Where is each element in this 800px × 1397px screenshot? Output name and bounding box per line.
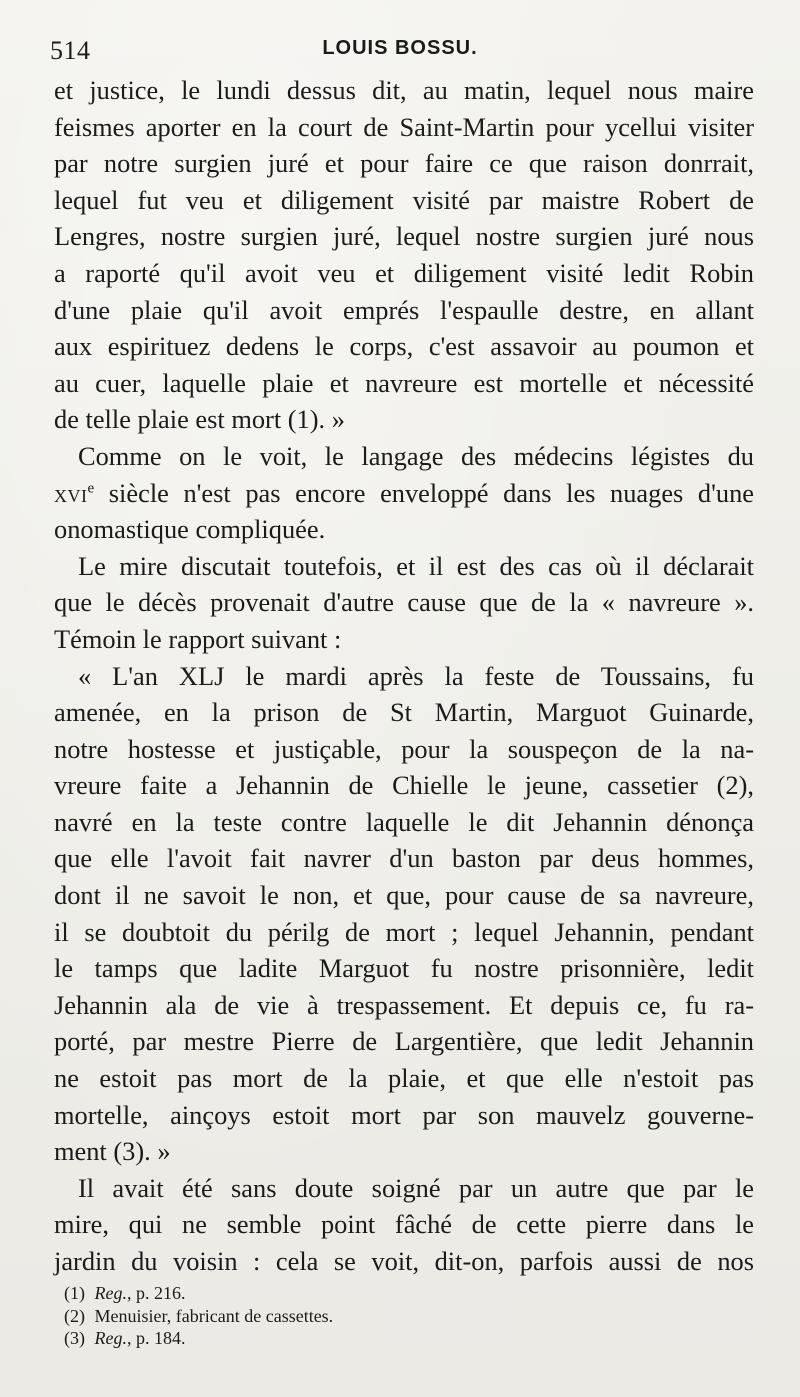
text-line: amenée, en la prison de St Martin, Marguot Guinarde, (54, 697, 754, 728)
text-line: et justice, le lundi dessus dit, au matin, lequel nous maire (54, 75, 754, 105)
text-line: de telle plaie est mort (1). » (54, 404, 345, 435)
text-line: jardin du voisin : cela se voit, dit-on, parfois aussi de nos (54, 1246, 754, 1276)
footnote (64, 1305, 504, 1328)
century-superscript: e (87, 479, 95, 496)
text-line: d'une plaie qu'il avoit emprés l'espaulle destre, en allant (54, 294, 754, 325)
paragraph-start-line: Il avait été sans doute soigné par un autre que par le (78, 1172, 754, 1203)
footnotes (64, 1282, 504, 1350)
running-head: LOUIS BOSSU. (322, 37, 478, 59)
footnote (64, 1282, 504, 1305)
page-number: 514 (50, 36, 91, 65)
text-line: Jehannin ala de vie à trespassement. Et depuis ce, fu ra- (54, 989, 754, 1020)
footnote-text: , p. 216. (126, 1283, 186, 1303)
text-line-century (54, 475, 754, 512)
century-line-rest: siècle n'est pas encore enveloppé dans les nuages d'une (94, 477, 754, 508)
footnote-abbreviation: Reg. (94, 1328, 127, 1348)
footnote (64, 1327, 504, 1350)
text-line: porté, par mestre Pierre de Largentière, que ledit Jehannin (54, 1026, 754, 1057)
text-line: a raporté qu'il avoit veu et diligement visité ledit Robin (54, 257, 754, 288)
text-line: que le décès provenait d'autre cause que de la « navreure ». (54, 587, 754, 618)
text-line: dont il ne savoit le non, et que, pour cause de sa navreure, (54, 880, 754, 911)
text-line: navré en la teste contre laquelle le dit Jehannin dénonça (54, 806, 754, 837)
footnote-mark: (2) (64, 1305, 85, 1326)
text-line: Lengres, nostre surgien juré, lequel nostre surgien juré nous (54, 221, 754, 252)
body-text (54, 72, 754, 1280)
text-line: ne estoit pas mort de la plaie, et que elle n'estoit pas (54, 1063, 754, 1094)
text-line: vreure faite a Jehannin de Chielle le jeune, cassetier (2), (54, 770, 754, 801)
text-line: Témoin le rapport suivant : (54, 623, 342, 654)
text-line: mire, qui ne semble point fâché de cette pierre dans le (54, 1209, 754, 1240)
text-line: lequel fut veu et diligement visité par maistre Robert de (54, 184, 754, 215)
text-line: il se doubtoit du périlg de mort ; lequel Jehannin, pendant (54, 916, 754, 947)
paragraph-start-line: Le mire discutait toutefois, et il est des cas où il déclarait (78, 550, 754, 581)
text-line: mortelle, ainçoys estoit mort par son mauvelz gouverne- (54, 1099, 754, 1130)
text-line: feismes aporter en la court de Saint-Martin pour ycellui visiter (54, 111, 754, 142)
text-line: par notre surgien juré et pour faire ce que raison donrrait, (54, 148, 754, 179)
text-line: aux espirituez dedens le corps, c'est assavoir au poumon et (54, 331, 754, 362)
text-line: au cuer, laquelle plaie et navreure est mortelle et nécessité (54, 367, 754, 398)
footnote-text: , p. 184. (126, 1328, 186, 1348)
text-line: onomastique compliquée. (54, 514, 326, 545)
century-numeral: xvi (54, 477, 88, 508)
footnote-mark: (3) (64, 1328, 85, 1348)
footnote-abbreviation: Reg. (94, 1283, 127, 1303)
paragraph-start-line: Comme on le voit, le langage des médecins légistes du (78, 440, 754, 471)
footnote-text: Menuisier, fabricant de cassettes. (94, 1305, 334, 1326)
text-line: ment (3). » (54, 1136, 171, 1167)
text-line: notre hostesse et justiçable, pour la souspeçon de la na- (54, 733, 754, 764)
text-line: que elle l'avoit fait navrer d'un baston par deus hommes, (54, 843, 754, 874)
footnote-mark: (1) (64, 1283, 85, 1303)
text-line: le tamps que ladite Marguot fu nostre prisonnière, ledit (54, 953, 754, 984)
quote-start-line: « L'an XLJ le mardi après la feste de Toussains, fu (78, 660, 754, 691)
